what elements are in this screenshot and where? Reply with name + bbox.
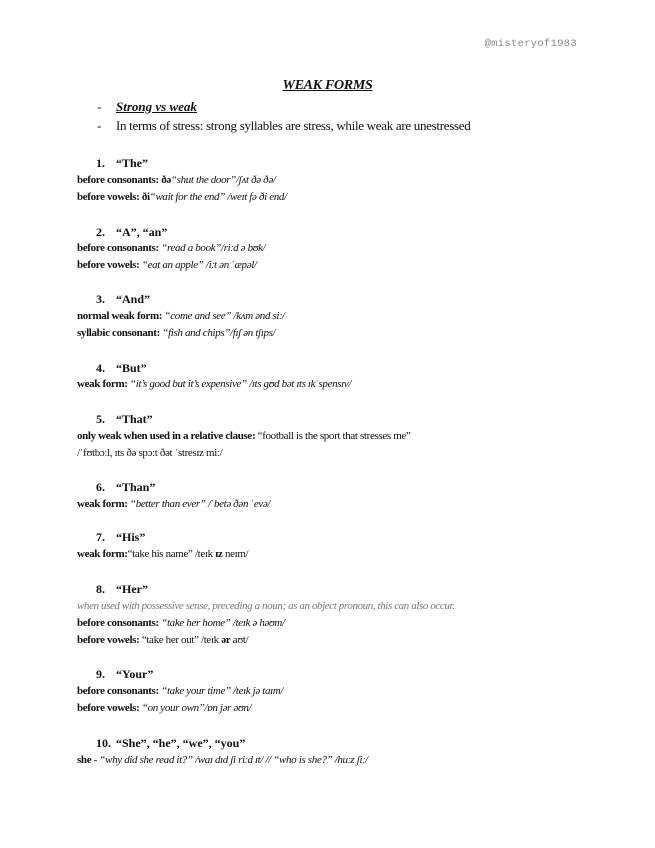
rule-label: syllabic consonant: (77, 327, 163, 339)
rule-line (77, 685, 283, 697)
rule-label: she (77, 754, 92, 766)
section-number: 5. (96, 412, 105, 426)
section-heading (96, 480, 155, 495)
rule-line (77, 634, 248, 646)
example-phrase: “come and see” (164, 310, 232, 322)
rule-line (77, 447, 222, 459)
ipa-transcription: /weɪt fə ði end/ (224, 191, 287, 203)
example-phrase: “shut the door” (170, 174, 236, 186)
rule-label: before consonants: (77, 685, 162, 697)
section-number: 2. (96, 225, 105, 239)
rule-line (77, 548, 248, 560)
section-heading (96, 412, 153, 427)
bullet-dash: - (97, 118, 102, 133)
example-phrase: “wait for the end” (149, 191, 225, 203)
ipa-transcription: /iːt ən ˈæpəl/ (203, 259, 257, 271)
rule-label: before consonants: (77, 617, 162, 629)
bullet-dash: - (97, 99, 102, 114)
ipa-transcription: /teɪk jə taɪm/ (230, 685, 284, 697)
section-heading (96, 736, 245, 751)
ipa-transcription: /riːd ə bʊk/ (221, 242, 266, 254)
section-heading (96, 530, 145, 545)
weak-form: ðə (161, 174, 171, 186)
ipa-transcription: /fɪʃ ən tʃɪps/ (230, 327, 276, 339)
section-title: “Your” (116, 667, 154, 681)
section-heading (96, 225, 167, 240)
ipa-transcription: /ˈfʊtbɔːl, ɪts ðə spɔːt ðət ˈstresɪz miː/ (77, 447, 223, 459)
section-number: 8. (96, 582, 105, 596)
section-heading (96, 667, 153, 682)
example-phrase: “on your own” (141, 702, 205, 714)
section-heading (96, 292, 150, 307)
example-phrase: “it’s good but it’s expensive” (129, 378, 247, 390)
rule-line (77, 191, 287, 203)
weak-form: ɪz (215, 548, 223, 560)
weak-form: ər (221, 634, 231, 646)
ipa-transcription: /teɪk ə həʊm/ (230, 617, 285, 629)
rule-label: before consonants: (77, 242, 162, 254)
separator: - (91, 754, 100, 766)
rule-line (77, 174, 276, 186)
example-phrase: “fish and chips” (162, 327, 231, 339)
example-phrase: “take his name” /teɪk (127, 548, 216, 560)
example-phrase: “take your time” (161, 685, 231, 697)
example-phrase: “better than ever” (129, 498, 206, 510)
rule-label: before vowels: (77, 702, 142, 714)
rule-line (77, 498, 270, 510)
rule-label: before vowels: (77, 259, 142, 271)
section-title: “That” (116, 412, 153, 426)
rule-label: normal weak form: (77, 310, 165, 322)
section-title: “A”, “an” (116, 225, 168, 239)
document-title: WEAK FORMS (282, 78, 373, 93)
section-title: “His” (116, 530, 146, 544)
weak-form: ði (141, 191, 150, 203)
section-heading (96, 156, 148, 171)
ipa-transcription: /ˈbetə ðən ˈevə/ (205, 498, 271, 510)
example-phrase: “eat an apple” (141, 259, 204, 271)
rule-label: weak form: (77, 498, 130, 510)
rule-line (77, 259, 257, 271)
example-phrase: “read a book” (161, 242, 222, 254)
bullet-text: In terms of stress: strong syllables are stress, while weak are unestressed (116, 118, 471, 133)
rule-label: only weak when used in a relative clause: (77, 430, 258, 442)
rule-label: before vowels: (77, 634, 142, 646)
ipa-transcription: neɪm/ (222, 548, 249, 560)
example-phrase: “why did she read it?” /waɪ dɪd ʃi riːd ɪt/ // “who is she?” /huːz ʃiː/ (99, 754, 368, 766)
section-title: “Her” (116, 582, 148, 596)
rule-line (77, 242, 265, 254)
rule-label: before vowels: (77, 191, 142, 203)
usage-note: when used with possessive sense, preceding a noun; as an object pronoun, this can also occur. (77, 600, 455, 612)
section-title: “She”, “he”, “we”, “you” (116, 736, 246, 750)
rule-line (77, 327, 275, 339)
section-number: 4. (96, 361, 105, 375)
rule-label: weak form: (77, 548, 128, 560)
ipa-transcription: /ɒn jər əʊn/ (204, 702, 252, 714)
example-phrase: “football is the sport that stresses me” (257, 430, 411, 442)
section-number: 10. (96, 736, 111, 750)
rule-label: weak form: (77, 378, 130, 390)
ipa-transcription: /ʃʌt ðə ðə/ (235, 174, 276, 186)
example-phrase: “take her out” /teɪk (141, 634, 222, 646)
example-phrase: “take her home” (161, 617, 231, 629)
ipa-transcription: /ɪts gʊd bət ɪts ɪkˈspensɪv/ (246, 378, 352, 390)
bullet-text: Strong vs weak (116, 99, 197, 114)
section-title: “But” (116, 361, 147, 375)
section-number: 9. (96, 667, 105, 681)
rule-line (77, 617, 285, 629)
ipa-transcription: /kʌm ənd siː/ (231, 310, 285, 322)
bullet-item (97, 118, 470, 134)
ipa-transcription: aʊt/ (230, 634, 249, 646)
rule-line (77, 754, 368, 766)
section-title: “The” (116, 156, 149, 170)
section-heading (96, 361, 147, 376)
bullet-item (97, 99, 197, 115)
section-number: 1. (96, 156, 105, 170)
rule-label: before consonants: (77, 174, 162, 186)
section-number: 6. (96, 480, 105, 494)
rule-line (77, 702, 251, 714)
section-number: 3. (96, 292, 105, 306)
section-title: “Than” (116, 480, 156, 494)
section-heading (96, 582, 148, 597)
rule-line (77, 378, 351, 390)
rule-line (77, 310, 285, 322)
section-number: 7. (96, 530, 105, 544)
section-title: “And” (116, 292, 151, 306)
watermark: @misteryof1983 (484, 38, 577, 50)
rule-line (77, 430, 410, 442)
